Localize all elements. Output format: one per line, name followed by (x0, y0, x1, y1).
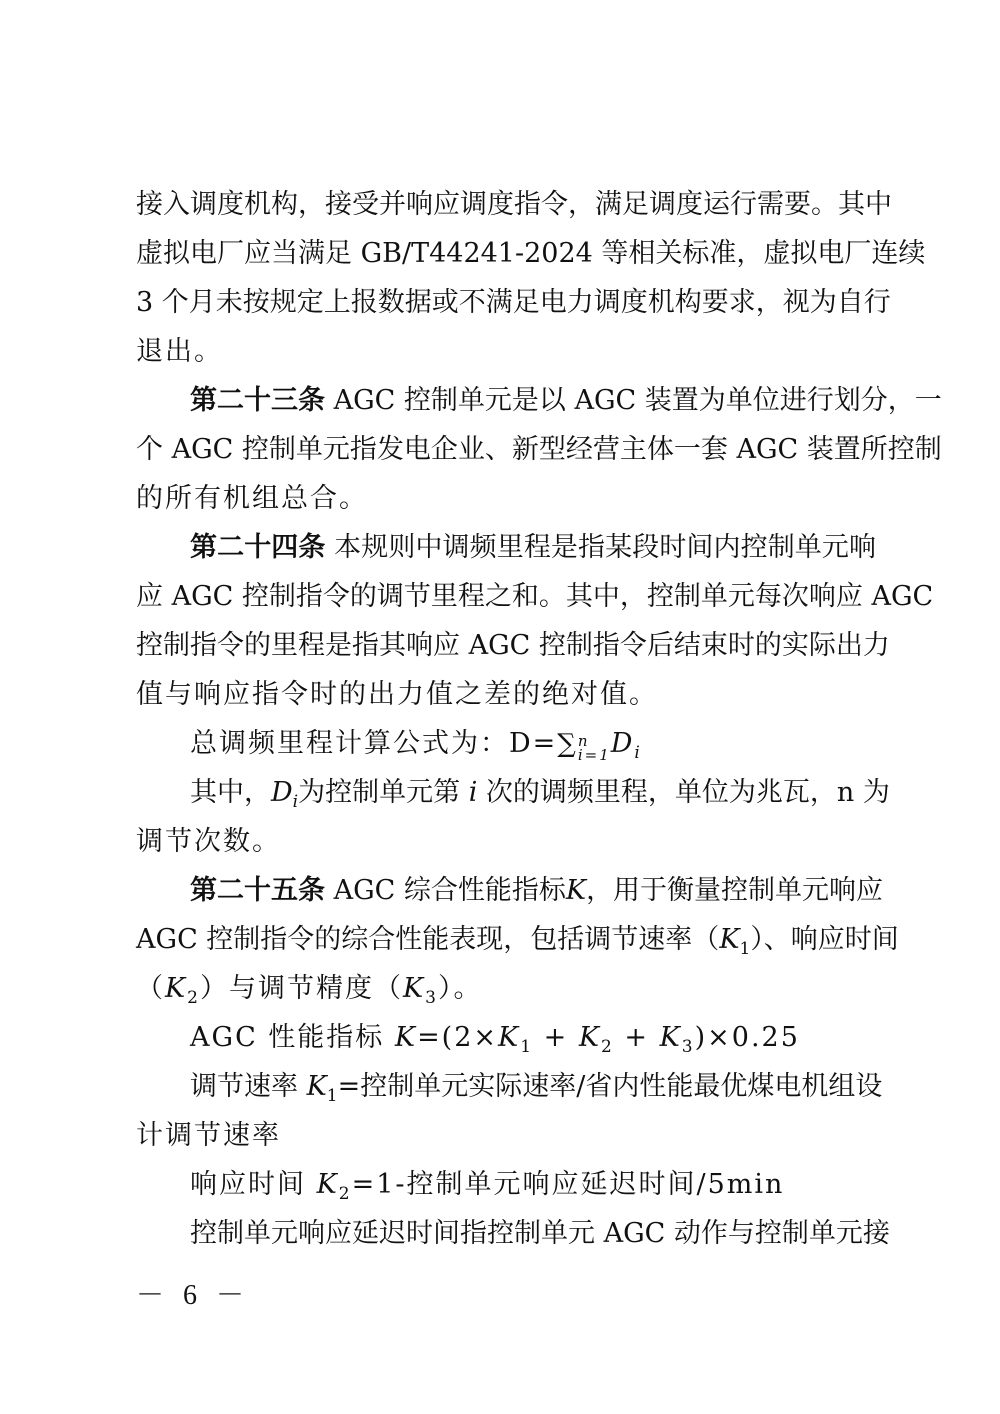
sum-lower: i=1 (577, 746, 611, 764)
perf-plus-2: + (613, 1022, 660, 1053)
article-25-line-2 (136, 916, 899, 964)
article-23-text: AGC 控制单元是以 AGC 装置为单位进行划分，一 (325, 385, 942, 416)
var-k2-sub: 2 (187, 988, 200, 1008)
sum-limits (578, 734, 611, 762)
article-25-heading: 第二十五条 (190, 875, 325, 906)
resp-k: K (316, 1169, 339, 1200)
var-k3-sub: 3 (425, 988, 438, 1008)
perf-k3-sub: 3 (681, 1037, 695, 1057)
total-mileage-formula (190, 720, 876, 768)
perf-eq: =(2× (417, 1022, 499, 1053)
perf-k2-sub: 2 (601, 1037, 614, 1057)
article-24-line-1 (190, 524, 876, 572)
perf-k3: K (659, 1022, 682, 1053)
var-d: D (271, 777, 293, 808)
article-24-line-4: 值与响应指令时的出力值之差的绝对值。 (136, 679, 658, 710)
body-line-4: 退出。 (136, 336, 223, 367)
var-i: i (468, 777, 478, 808)
delay-line: 控制单元响应延迟时间指控制单元 AGC 动作与控制单元接 (190, 1218, 890, 1249)
article-24-line-2: 应 AGC 控制指令的调节里程之和。其中，控制单元每次响应 AGC (136, 581, 934, 612)
perf-k1-sub: 1 (520, 1037, 534, 1057)
var-k: K (565, 875, 587, 906)
article-24-text: 本规则中调频里程是指某段时间内控制单元响 (325, 532, 876, 563)
formula-label: 总调频里程计算公式为： (190, 728, 509, 759)
rate-line-2: 计调节速率 (136, 1120, 281, 1151)
body-line-2: 虚拟电厂应当满足 GB/T44241-2024 等相关标准，虚拟电厂连续 (136, 238, 926, 269)
where-di-line-1 (190, 769, 890, 817)
rate-definition: =控制单元实际速率/省内性能最优煤电机组设 (337, 1071, 883, 1102)
perf-k1: K (498, 1022, 521, 1053)
article-23-line-3: 的所有机组总合。 (136, 483, 368, 514)
article-23-line-2: 个 AGC 控制单元指发电企业、新型经营主体一套 AGC 装置所控制 (136, 434, 942, 465)
response-time-line (190, 1161, 876, 1209)
article-23-heading: 第二十三条 (190, 385, 325, 416)
performance-formula (190, 1014, 876, 1062)
perf-k2: K (578, 1022, 601, 1053)
perf-label: AGC 性能指标 (190, 1022, 395, 1053)
article-25-line3-b: ）与调节精度（ (200, 973, 403, 1004)
resp-label: 响应时间 (190, 1169, 317, 1200)
rate-k: K (306, 1071, 327, 1102)
article-24-line-3: 控制指令的里程是指其响应 AGC 控制指令后结束时的实际出力 (136, 630, 890, 661)
var-k1-sub: 1 (739, 939, 751, 959)
sum-upper: n (577, 732, 590, 750)
var-d-sub: i (292, 792, 299, 812)
where-prefix: 其中， (190, 777, 271, 808)
where-mid: 为控制单元第 (298, 777, 469, 808)
formula-lhs: D= (509, 728, 558, 759)
article-25-line-3 (136, 965, 876, 1013)
var-k1: K (719, 924, 740, 955)
sum-symbol: ∑ (557, 729, 578, 759)
rate-k-sub: 1 (326, 1086, 338, 1106)
resp-k-sub: 2 (338, 1184, 352, 1204)
page-number: － 6 － (136, 1280, 251, 1311)
article-25-line3-a: （ (136, 973, 165, 1004)
where-di-line-2: 调节次数。 (136, 826, 281, 857)
article-25-line3-c: ）。 (438, 973, 483, 1004)
where-rest: 次的调频里程，单位为兆瓦，n 为 (477, 777, 890, 808)
article-25-line2-b: ）、响应时间 (750, 924, 899, 955)
article-25-text-a: AGC 综合性能指标 (325, 875, 566, 906)
var-k3: K (403, 973, 426, 1004)
formula-term: D (610, 728, 635, 759)
article-25-line2-a: AGC 控制指令的综合性能表现，包括调节速率（ (136, 924, 720, 955)
article-25-line-1 (190, 867, 884, 915)
resp-definition: =1-控制单元响应延迟时间/5min (351, 1169, 785, 1200)
rate-label: 调节速率 (190, 1071, 307, 1102)
perf-tail: )×0.25 (694, 1022, 800, 1053)
rate-line-1 (190, 1063, 883, 1111)
var-k2: K (165, 973, 188, 1004)
perf-plus-1: + (533, 1022, 579, 1053)
article-23-line-1 (190, 377, 942, 425)
body-line-1: 接入调度机构，接受并响应调度指令，满足调度运行需要。其中 (136, 189, 892, 220)
body-line-3: 3 个月未按规定上报数据或不满足电力调度机构要求，视为自行 (136, 287, 891, 318)
article-24-heading: 第二十四条 (190, 532, 326, 563)
article-25-text-b: ，用于衡量控制单元响应 (586, 875, 884, 906)
perf-k: K (394, 1022, 418, 1053)
formula-term-sub: i (634, 743, 642, 763)
